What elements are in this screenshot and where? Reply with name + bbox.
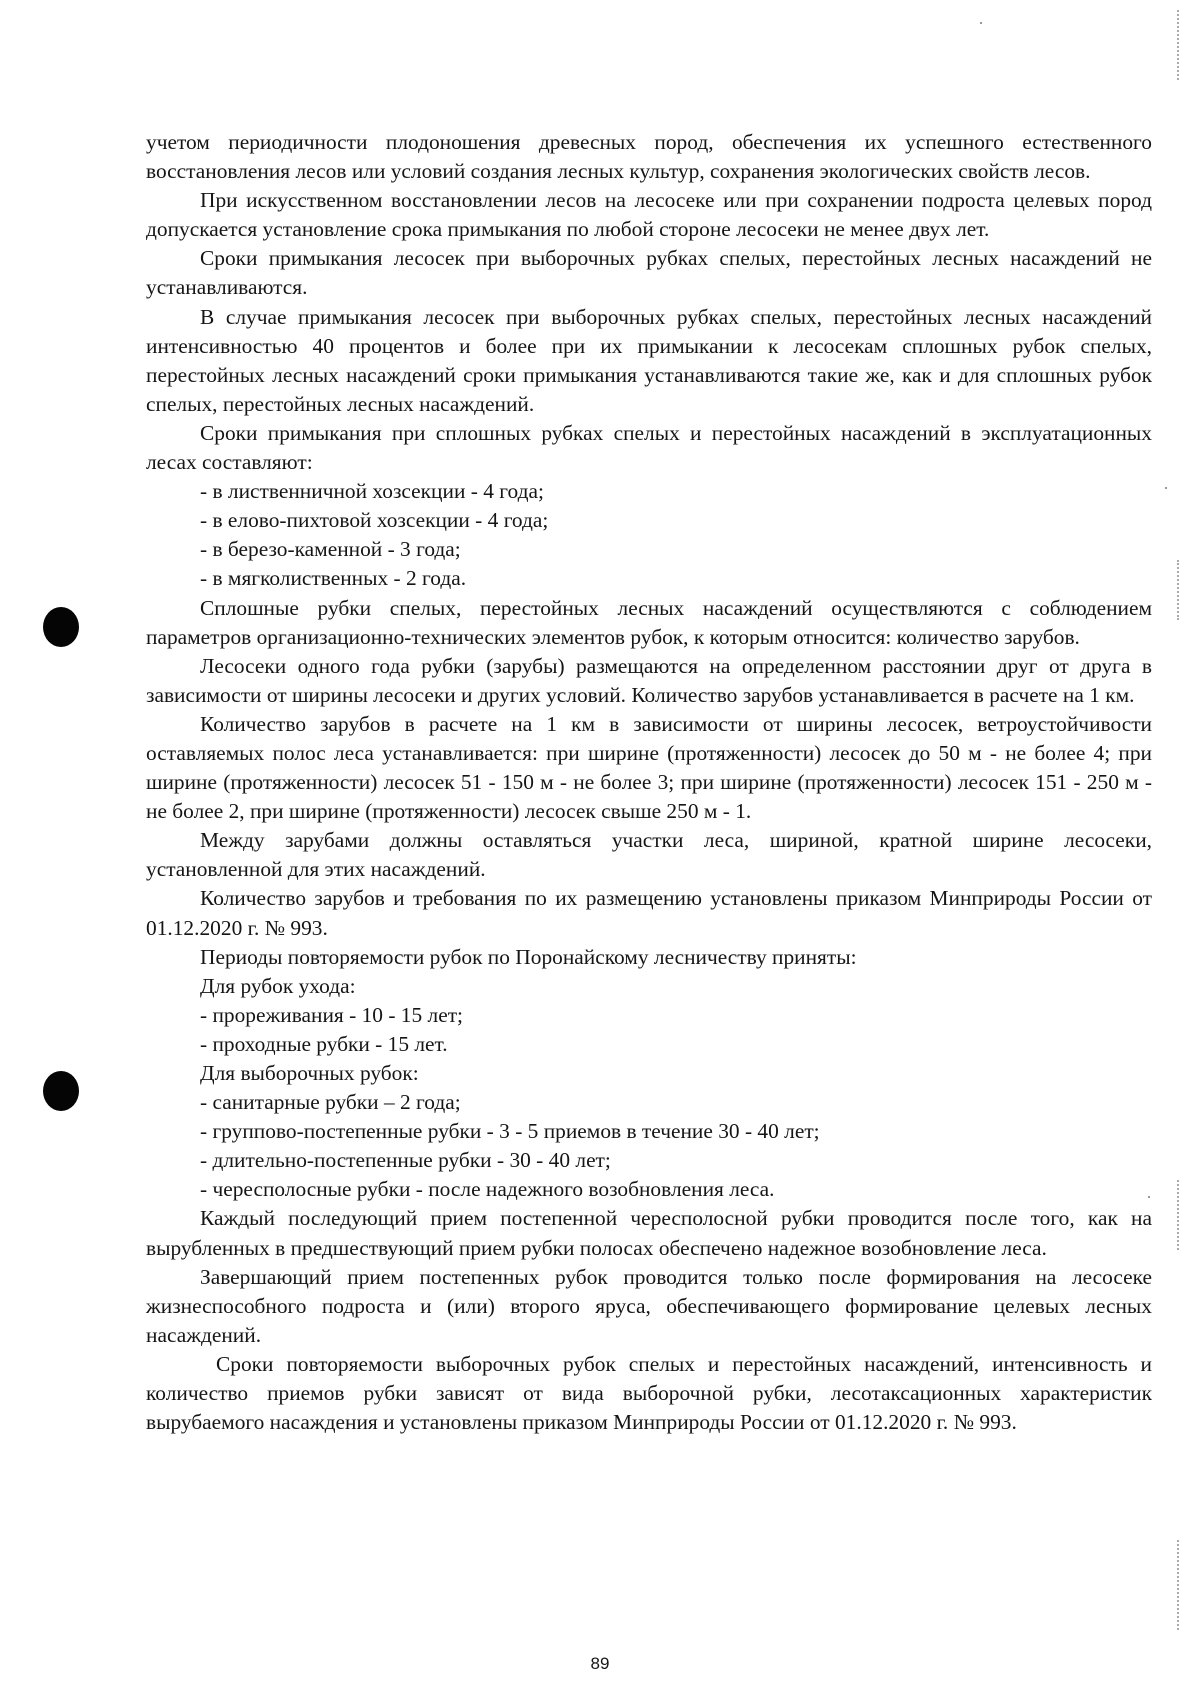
- paragraph: Количество зарубов в расчете на 1 км в зависимости от ширины лесосек, ветроустойчивости оставляемых полос леса устанавливается: при ширине (протяженности) лесосек до 50 м - не более 4; при ширине (протяженности) лесосек 51 - 150 м - не более 3; при ширине (протяженности) лесосек 151 - 250 м - не более 2, при ширине (протяженности) лесосек свыше 250 м - 1.: [146, 711, 1152, 824]
- list-item: - чересполосные рубки - после надежного возобновления леса.: [200, 1177, 775, 1202]
- page-number: 89: [590, 1654, 610, 1673]
- punch-hole: [43, 1071, 79, 1111]
- scan-edge-artifact: [1177, 560, 1182, 620]
- list-item: - проходные рубки - 15 лет.: [200, 1031, 448, 1056]
- list-item: - в елово-пихтовой хозсекции - 4 года;: [200, 508, 549, 533]
- scan-edge-artifact: [1177, 1180, 1182, 1250]
- punch-hole: [43, 607, 79, 647]
- scan-speck: [1165, 487, 1167, 489]
- paragraph: Количество зарубов и требования по их размещению установлены приказом Минприроды России от 01.12.2020 г. № 993.: [146, 886, 1152, 940]
- paragraph: Периоды повторяемости рубок по Поронайскому лесничеству приняты:: [200, 944, 857, 969]
- paragraph: Между зарубами должны оставляться участки леса, шириной, кратной ширине лесосеки, установленной для этих насаждений.: [146, 828, 1152, 882]
- document-body: [146, 128, 1152, 1437]
- list-item: - санитарные рубки – 2 года;: [200, 1090, 461, 1115]
- list-item: - длительно-постепенные рубки - 30 - 40 лет;: [200, 1148, 611, 1173]
- list-heading: Для выборочных рубок:: [200, 1061, 419, 1085]
- scan-speck: [980, 22, 982, 24]
- list-item: - в березо-каменной - 3 года;: [200, 537, 461, 562]
- paragraph: Сроки примыкания при сплошных рубках спелых и перестойных насаждений в эксплуатационных лесах составляют:: [146, 420, 1152, 475]
- paragraph: Сплошные рубки спелых, перестойных лесных насаждений осуществляются с соблюдением параметров организационно-технических элементов рубок, к которым относится: количество зарубов.: [146, 595, 1152, 649]
- list-item: - группово-постепенные рубки - 3 - 5 приемов в течение 30 - 40 лет;: [200, 1119, 820, 1144]
- scan-edge-artifact: [1177, 10, 1182, 80]
- paragraph: В случае примыкания лесосек при выборочных рубках спелых, перестойных лесных насаждений интенсивностью 40 процентов и более при их примыкании к лесосекам сплошных рубок спелых, перестойных лесных насаждений сроки примыкания устанавливаются такие же, как и для сплошных рубок спелых, перестойных лесных насаждений.: [146, 304, 1152, 416]
- paragraph: Сроки повторяемости выборочных рубок спелых и перестойных насаждений, интенсивность и количество приемов рубки зависят от вида выборочной рубки, лесотаксационных характеристик вырубаемого насаждения и установлены приказом Минприроды России от 01.12.2020 г. № 993.: [146, 1351, 1152, 1435]
- paragraph: При искусственном восстановлении лесов на лесосеке или при сохранении подроста целевых пород допускается установление срока примыкания по любой стороне лесосеки не менее двух лет.: [146, 188, 1152, 242]
- list-item: - в лиственничной хозсекции - 4 года;: [200, 479, 544, 504]
- list-item: - прореживания - 10 - 15 лет;: [200, 1002, 463, 1027]
- paragraph: Сроки примыкания лесосек при выборочных рубках спелых, перестойных лесных насаждений не устанавливаются.: [146, 246, 1152, 300]
- paragraph: Завершающий прием постепенных рубок проводится только после формирования на лесосеке жизнеспособного подроста и (или) второго яруса, обеспечивающего формирование целевых лесных насаждений.: [146, 1264, 1152, 1347]
- paragraph: Каждый последующий прием постепенной чересполосной рубки проводится после того, как на вырубленных в предшествующий прием рубки полосах обеспечено надежное возобновление леса.: [146, 1206, 1152, 1260]
- paragraph: Лесосеки одного года рубки (зарубы) размещаются на определенном расстоянии друг от друга в зависимости от ширины лесосеки и других условий. Количество зарубов устанавливается в расчете на 1 км.: [146, 653, 1152, 707]
- scan-edge-artifact: [1177, 1540, 1182, 1630]
- paragraph: учетом периодичности плодоношения древесных пород, обеспечения их успешного естественного восстановления лесов или условий создания лесных культур, сохранения экологических свойств лесов.: [146, 130, 1152, 184]
- list-item: - в мягколиственных - 2 года.: [200, 566, 467, 591]
- list-heading: Для рубок ухода:: [200, 973, 356, 998]
